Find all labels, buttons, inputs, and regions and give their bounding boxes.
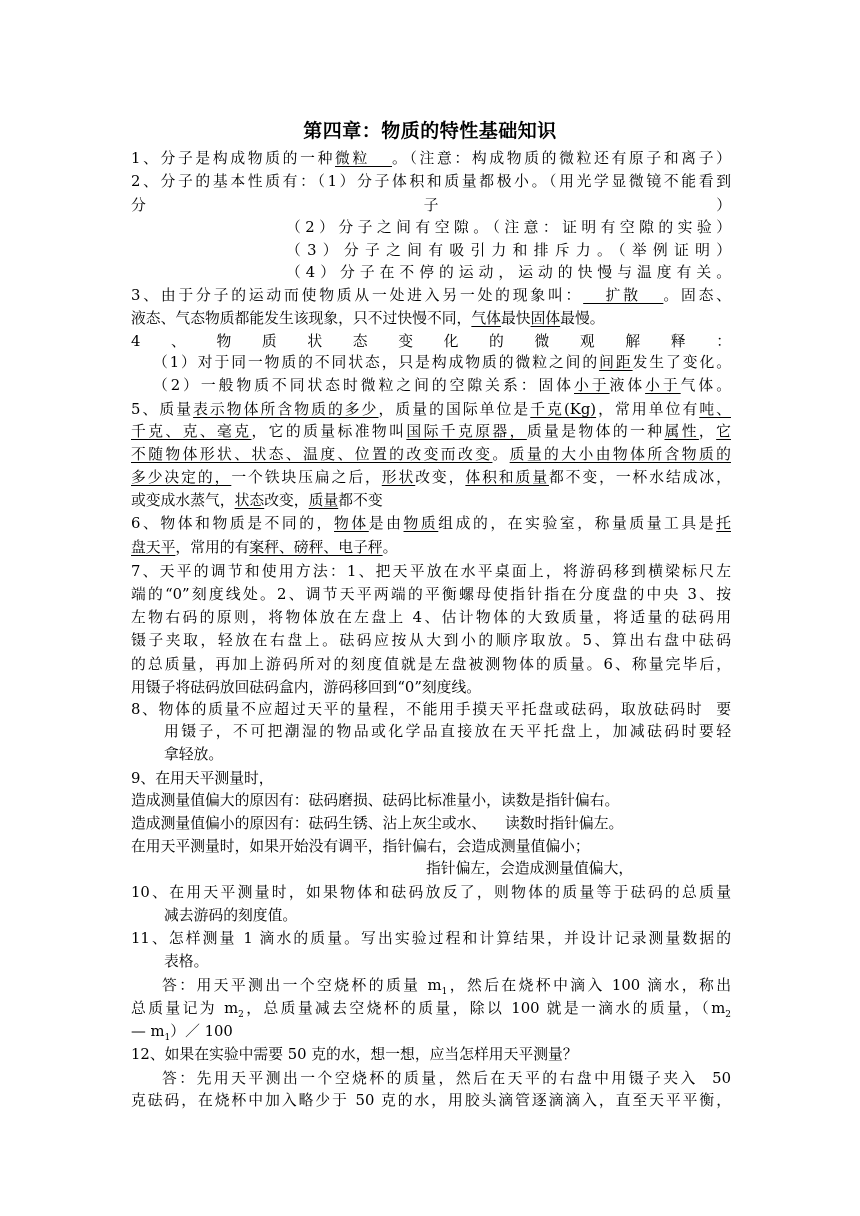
text-run: — m xyxy=(131,1023,165,1040)
underlined-answer: 扩散 xyxy=(583,287,664,304)
text-run: 都不变，一杯水结成冰， xyxy=(548,469,731,486)
underlined-answer: 它 xyxy=(716,423,731,440)
underlined-answer: 不随物体形状、状态、温度、位置的改变而改变 xyxy=(131,446,493,463)
text-run: ，然后在烧杯中滴入 100 滴水，称出 xyxy=(447,977,731,994)
underlined-answer: 气体 xyxy=(471,310,501,327)
underlined-answer: 微粒 xyxy=(335,150,393,167)
text-run: 拿轻放。 xyxy=(164,746,224,763)
text-line xyxy=(286,240,731,262)
underlined-answer: 千克(Kg) xyxy=(530,401,597,418)
text-run: 克砝码，在烧杯中加入略少于 50 克的水，用胶头滴管逐滴滴入，直至天平平衡， xyxy=(131,1092,731,1109)
underlined-answer: 表示物体所含物质的多少 xyxy=(193,401,379,418)
text-line xyxy=(131,467,731,489)
text-line xyxy=(131,630,731,652)
text-run: 5、质量 xyxy=(131,401,194,418)
underlined-answer: 托 xyxy=(716,515,731,532)
text-line xyxy=(131,790,731,812)
text-line xyxy=(153,375,731,397)
text-run: 最快 xyxy=(500,310,531,327)
text-run: 。固态、 xyxy=(663,287,731,304)
text-run: 造成测量值偏大的原因有：砝码磨损、砝码比标准量小，读数是指针偏右。 xyxy=(131,792,620,809)
text-line xyxy=(131,1044,731,1066)
text-run: 12、如果在实验中需要 50 克的水，想一想，应当怎样用天平测量？ xyxy=(131,1046,578,1063)
text-line xyxy=(426,858,731,880)
text-run: 液态、气态物质都能发生该现象，只不过快慢不同， xyxy=(131,310,472,327)
text-run: 分子） xyxy=(131,197,731,214)
text-line xyxy=(286,262,731,284)
text-run: 液体 xyxy=(609,377,646,394)
text-line xyxy=(162,975,731,997)
underlined-answer: 物体 xyxy=(334,515,369,532)
text-run: 改变， xyxy=(264,492,309,509)
text-line xyxy=(164,744,731,766)
text-line xyxy=(131,331,731,353)
text-line xyxy=(131,699,731,721)
page-title: 第四章：物质的特性基础知识 xyxy=(303,120,557,142)
underlined-answer: 质量的大小由物体所含物质的 xyxy=(509,446,731,463)
text-line xyxy=(131,813,731,835)
underlined-answer: 固体 xyxy=(530,310,561,327)
text-line xyxy=(131,537,731,559)
underlined-answer: 体积和质量 xyxy=(465,469,549,486)
text-run: 1、分子是构成物质的一种 xyxy=(131,150,336,167)
text-run: 。 xyxy=(382,539,398,556)
text-run: 10、在用天平测量时，如果物体和砝码放反了，则物体的质量等于砝码的总质量 xyxy=(131,884,731,901)
text-line xyxy=(164,951,731,973)
text-run: ， xyxy=(698,423,717,440)
underlined-answer: 质量 xyxy=(308,492,339,509)
underlined-answer: 国际千克原器， xyxy=(406,423,527,440)
underlined-answer: 千克、克、毫克 xyxy=(131,423,252,440)
text-run: 表格。 xyxy=(164,953,209,970)
text-run: 气体。 xyxy=(680,377,731,394)
text-line xyxy=(131,490,731,512)
underlined-answer: 多少决定的， xyxy=(131,469,232,486)
text-run: 质量是物体的一种 xyxy=(526,423,665,440)
text-line xyxy=(131,677,731,699)
underlined-answer: 物质 xyxy=(403,515,439,532)
text-run: 2、分子的基本性质有：（1）分子体积和质量都极小。（用光学显微镜不能看到 xyxy=(131,173,731,190)
subscript: 1 xyxy=(441,986,448,997)
text-run: 11、怎样测量 1 滴水的质量。写出实验过程和计算结果，并设计记录测量数据的 xyxy=(131,930,731,947)
text-run: 3、由于分子的运动而使物质从一处进入另一处的现象叫： xyxy=(131,287,584,304)
text-run: （2）一般物质不同状态时微粒之间的空隙关系：固体 xyxy=(153,377,575,394)
subscript: 2 xyxy=(238,1009,244,1020)
text-run: 7、天平的调节和使用方法：1、把天平放在水平桌面上，将游码移到横梁标尺左 xyxy=(131,563,731,580)
subscript: 2 xyxy=(725,1009,731,1020)
text-run: 答：用天平测出一个空烧杯的质量 m xyxy=(162,977,442,994)
text-run: 一个铁块压扁之后， xyxy=(231,469,382,486)
text-run: 发生了变化。 xyxy=(632,354,731,371)
text-line xyxy=(286,217,731,239)
text-line xyxy=(131,285,731,307)
text-line xyxy=(131,1090,731,1112)
text-run: 减去游码的刻度值。 xyxy=(164,907,298,924)
underlined-answer: 间距 xyxy=(599,354,633,371)
text-line xyxy=(164,905,731,927)
text-run: ，它的质量标准物叫 xyxy=(251,423,407,440)
text-run: 9、在用天平测量时， xyxy=(131,770,274,787)
text-run: （4）分子在不停的运动，运动的快慢与温度有关。 xyxy=(286,264,731,281)
text-run: ，常用的有 xyxy=(175,539,250,556)
underlined-answer: 案秤、磅秤、电子秤 xyxy=(249,539,383,556)
text-line xyxy=(131,836,731,858)
underlined-answer: 小于 xyxy=(645,377,681,394)
underlined-answer: 属性 xyxy=(664,423,699,440)
text-line xyxy=(131,513,731,535)
text-run: 在用天平测量时，如果开始没有调平，指针偏右，会造成测量值偏小； xyxy=(131,838,590,855)
text-run: 用镊子将砝码放回砝码盒内，游码移回到“0”刻度线。 xyxy=(131,679,482,696)
text-run: 是由 xyxy=(368,515,404,532)
text-line xyxy=(131,584,731,606)
text-run: 造成测量值偏小的原因有：砝码生锈、沾上灰尘或水、 读数时指针偏左。 xyxy=(131,815,624,832)
text-run: 改变， xyxy=(415,469,466,486)
text-line xyxy=(131,654,731,676)
text-line xyxy=(131,607,731,629)
text-line xyxy=(131,998,731,1020)
text-line xyxy=(164,721,731,743)
text-line xyxy=(131,561,731,583)
text-run: 。（注意：构成物质的微粒还有原子和离子） xyxy=(392,150,731,167)
text-line xyxy=(131,171,731,193)
text-line xyxy=(131,308,731,330)
text-line xyxy=(131,444,731,466)
text-line xyxy=(153,352,731,374)
text-run: ，质量的国际单位是 xyxy=(378,401,531,418)
text-run: 端的“0”刻度线处。2、调节天平两端的平衡螺母使指针指在分度盘的中央 3、按 xyxy=(131,586,731,603)
text-run: ，常用单位有 xyxy=(596,401,700,418)
text-line xyxy=(131,421,731,443)
underlined-answer: 盘天平 xyxy=(131,539,176,556)
text-run: 4、物质状态变化的微观解释： xyxy=(131,333,731,350)
underlined-answer: 小于 xyxy=(574,377,610,394)
text-run: 8、物体的质量不应超过天平的量程，不能用手摸天平托盘或砝码，取放砝码时 要 xyxy=(131,701,731,718)
underlined-answer: 形状 xyxy=(381,469,416,486)
text-run: 。 xyxy=(492,446,510,463)
text-line xyxy=(131,928,731,950)
underlined-answer: 吨、 xyxy=(699,401,731,418)
underlined-answer: 状态 xyxy=(234,492,265,509)
text-line xyxy=(131,768,731,790)
text-run: （3）分子之间有吸引力和排斥力。（举例证明） xyxy=(286,242,731,259)
text-run: 镊子夹取，轻放在右盘上。砝码应按从大到小的顺序取放。5、算出右盘中砝码 xyxy=(131,632,731,649)
text-run: （1）对于同一物质的不同状态，只是构成物质的微粒之间的 xyxy=(153,354,600,371)
text-line xyxy=(131,882,731,904)
text-run: 最慢。 xyxy=(560,310,605,327)
text-run: 6、物体和物质是不同的， xyxy=(131,515,335,532)
text-run: 组成的，在实验室，称量质量工具是 xyxy=(438,515,717,532)
text-run: ）／ 100 xyxy=(170,1023,233,1040)
text-run: 的总质量，再加上游码所对的刻度值就是左盘被测物体的质量。6、称量完毕后， xyxy=(131,656,731,673)
text-line xyxy=(131,148,731,170)
text-run: 答：先用天平测出一个空烧杯的质量，然后在天平的右盘中用镊子夹入 50 xyxy=(162,1070,731,1087)
text-run: 或变成水蒸气， xyxy=(131,492,235,509)
text-run: 左物右码的原则，将物体放在左盘上 4、估计物体的大致质量，将适量的砝码用 xyxy=(131,609,731,626)
text-line xyxy=(131,399,731,421)
text-run: 都不变 xyxy=(338,492,383,509)
text-run: 总质量记为 m xyxy=(131,1000,239,1017)
text-line xyxy=(131,1021,731,1043)
text-line xyxy=(162,1068,731,1090)
subscript: 1 xyxy=(164,1032,171,1043)
text-run: ，总质量减去空烧杯的质量，除以 100 就是一滴水的质量，（m xyxy=(243,1000,726,1017)
text-run: （2）分子之间有空隙。（注意：证明有空隙的实验） xyxy=(286,219,731,236)
text-line xyxy=(131,195,731,217)
text-run: 用镊子，不可把潮湿的物品或化学品直接放在天平托盘上，加减砝码时要轻 xyxy=(164,723,731,740)
text-run: 指针偏左，会造成测量值偏大， xyxy=(426,860,634,877)
